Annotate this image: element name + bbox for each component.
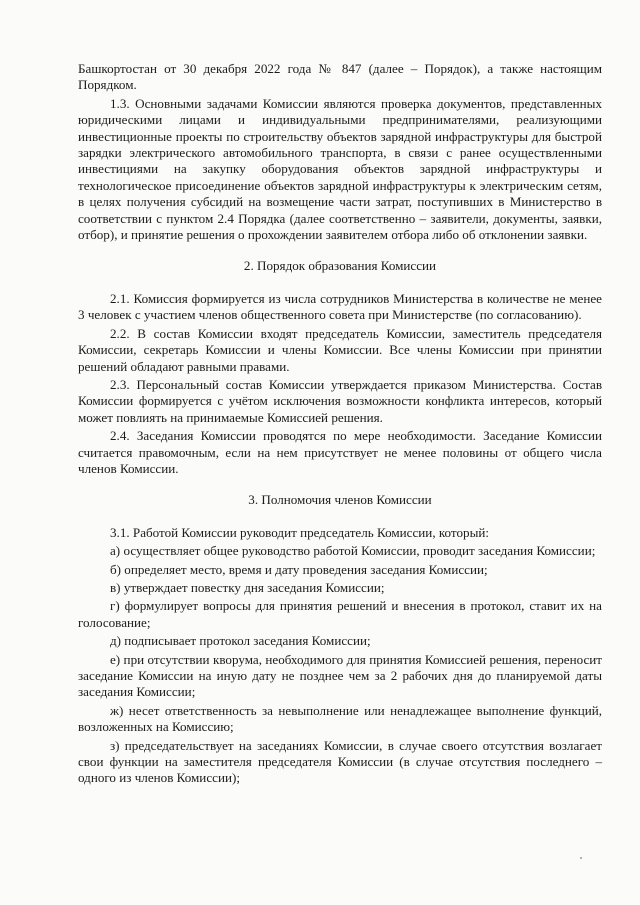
paragraph-1-3: 1.3. Основными задачами Комиссии являются проверка документов, представленных юридическими лицами и индивидуальными предпринимателями, реализующими инвестиционные проекты по строительству объектов зарядной инфраструктуры для быстрой зарядки электрического автомобильного транспорта, в связи с ранее осуществленными инвестициями на закупку оборудования объектов зарядной инфраструктуры и технологическое присоединение объектов зарядной инфраструктуры к электрическим сетям, в целях получения субсидий на возмещение части затрат, поступивших в Министерство в соответствии с пунктом 2.4 Порядка (далее соответственно – заявители, документы, заявки, отбор), и принятие решения о прохождении заявителем отбора либо об отклонении заявки. (78, 95, 602, 243)
paragraph-2-2: 2.2. В состав Комиссии входят председатель Комиссии, заместитель председателя Комиссии, секретарь Комиссии и члены Комиссии. Все члены Комиссии при принятии решений обладают равными правами. (78, 325, 602, 374)
scan-speck (580, 857, 582, 859)
list-item-b: б) определяет место, время и дату проведения заседания Комиссии; (110, 561, 488, 577)
list-item-zh: ж) несет ответственность за невыполнение или ненадлежащее выполнение функций, возложенных на Комиссию; (78, 702, 602, 735)
paragraph-intro-continuation: Башкортостан от 30 декабря 2022 года № 847 (далее – Порядок), а также настоящим Порядком. (78, 61, 602, 93)
list-item-g: г) формулирует вопросы для принятия решений и внесения в протокол, ставит их на голосование; (78, 598, 602, 630)
document-body (78, 61, 602, 787)
paragraph-2-3: 2.3. Персональный состав Комиссии утверждается приказом Министерства. Состав Комиссии формируется с учётом исключения возможности конфликта интересов, который может повлиять на принимаемые Комиссией решения. (78, 376, 602, 425)
section-3-heading: 3. Полномочия членов Комиссии (248, 492, 432, 508)
section-2-heading: 2. Порядок образования Комиссии (243, 258, 437, 274)
paragraph-3-1: 3.1. Работой Комиссии руководит председатель Комиссии, который: (110, 524, 490, 540)
paragraph-2-4: 2.4. Заседания Комиссии проводятся по мере необходимости. Заседание Комиссии считается правомочным, если на нем присутствует не менее половины от общего числа членов Комиссии. (78, 428, 602, 476)
list-item-z: з) председательствует на заседаниях Комиссии, в случае своего отсутствия возлагает свои функции на заместителя председателя Комиссии (в случае отсутствия последнего – одного из членов Комиссии); (78, 737, 602, 786)
list-item-d: д) подписывает протокол заседания Комиссии; (110, 633, 371, 649)
paragraph-2-1: 2.1. Комиссия формируется из числа сотрудников Министерства в количестве не менее 3 человек с участием членов общественного совета при Министерстве (по согласованию). (78, 290, 602, 323)
list-item-a: а) осуществляет общее руководство работой Комиссии, проводит заседания Комиссии; (110, 543, 596, 559)
list-item-v: в) утверждает повестку дня заседания Комиссии; (110, 579, 385, 595)
list-item-e: е) при отсутствии кворума, необходимого для принятия Комиссией решения, переносит заседание Комиссии на иную дату не позднее чем за 2 рабочих дня до планируемой даты заседания Комиссии; (78, 651, 602, 700)
